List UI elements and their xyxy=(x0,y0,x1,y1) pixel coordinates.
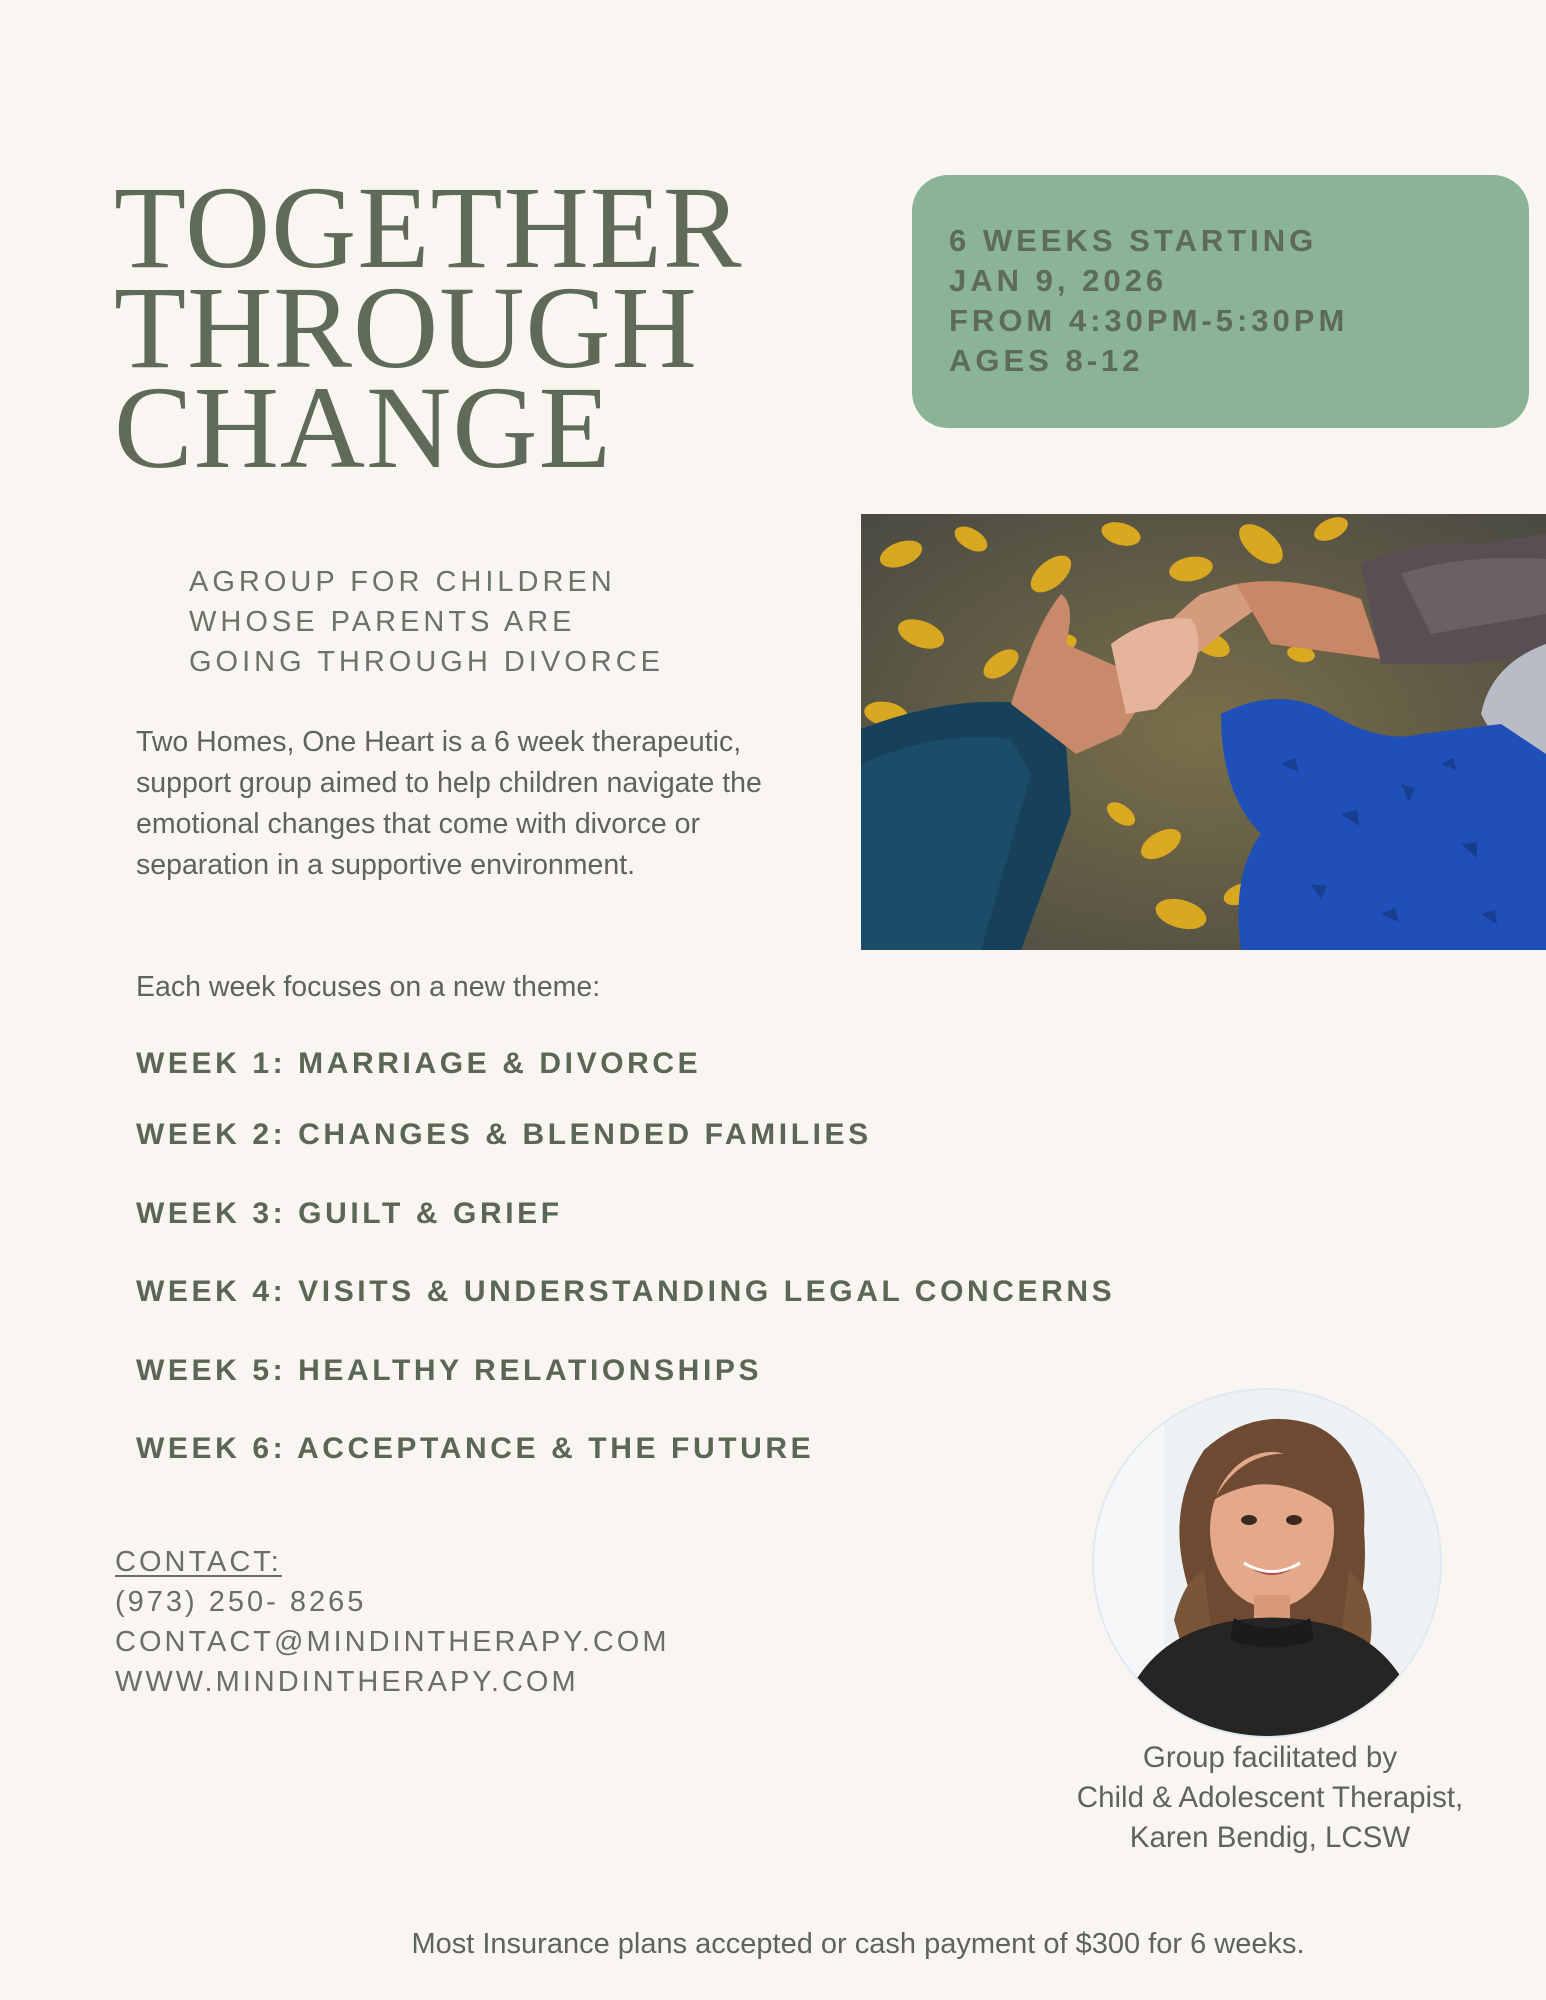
therapist-avatar xyxy=(1094,1390,1440,1736)
week-5-theme: WEEK 5: HEALTHY RELATIONSHIPS xyxy=(136,1354,763,1387)
insurance-footer: Most Insurance plans accepted or cash payment of $300 for 6 weeks. xyxy=(411,1928,1305,1960)
contact-phone[interactable]: (973) 250- 8265 xyxy=(115,1586,367,1618)
group-subtitle xyxy=(189,562,664,682)
schedule-duration: 6 WEEKS STARTING xyxy=(949,223,1318,258)
hands-autumn-leaves-photo xyxy=(861,514,1546,950)
schedule-time: FROM 4:30PM-5:30PM xyxy=(949,303,1349,338)
program-description: Two Homes, One Heart is a 6 week therapeutic, support group aimed to help children navigate the emotional changes that come with divorce or separation in a supportive environment. xyxy=(136,726,762,881)
facilitator-caption xyxy=(1030,1738,1510,1858)
contact-label: CONTACT: xyxy=(115,1546,282,1578)
week-4-theme: WEEK 4: VISITS & UNDERSTANDING LEGAL CONCERNS xyxy=(136,1275,1116,1308)
facilitator-line-3: Karen Bendig, LCSW xyxy=(1129,1821,1411,1854)
page-title xyxy=(114,162,743,493)
week-2-theme: WEEK 2: CHANGES & BLENDED FAMILIES xyxy=(136,1118,872,1151)
title-line-2: THROUGH xyxy=(114,262,698,393)
week-6-theme: WEEK 6: ACCEPTANCE & THE FUTURE xyxy=(136,1432,815,1465)
week-3-theme: WEEK 3: GUILT & GRIEF xyxy=(136,1197,563,1230)
title-line-3: CHANGE xyxy=(114,362,612,493)
contact-block xyxy=(115,1542,670,1702)
contact-email[interactable]: CONTACT@MINDINTHERAPY.COM xyxy=(115,1626,670,1658)
schedule-info-box xyxy=(912,175,1529,428)
subtitle-line-3: GOING THROUGH DIVORCE xyxy=(189,646,664,678)
theme-intro: Each week focuses on a new theme: xyxy=(136,971,601,1003)
contact-website[interactable]: WWW.MINDINTHERAPY.COM xyxy=(115,1666,579,1698)
schedule-ages: AGES 8-12 xyxy=(949,343,1144,378)
week-1-theme: WEEK 1: MARRIAGE & DIVORCE xyxy=(136,1047,702,1080)
facilitator-line-2: Child & Adolescent Therapist, xyxy=(1076,1781,1464,1814)
schedule-start-date: JAN 9, 2026 xyxy=(949,263,1168,298)
subtitle-line-2: WHOSE PARENTS ARE xyxy=(189,606,576,638)
title-line-1: TOGETHER xyxy=(114,162,743,293)
subtitle-line-1: AGROUP FOR CHILDREN xyxy=(189,566,616,598)
facilitator-line-1: Group facilitated by xyxy=(1142,1741,1398,1774)
